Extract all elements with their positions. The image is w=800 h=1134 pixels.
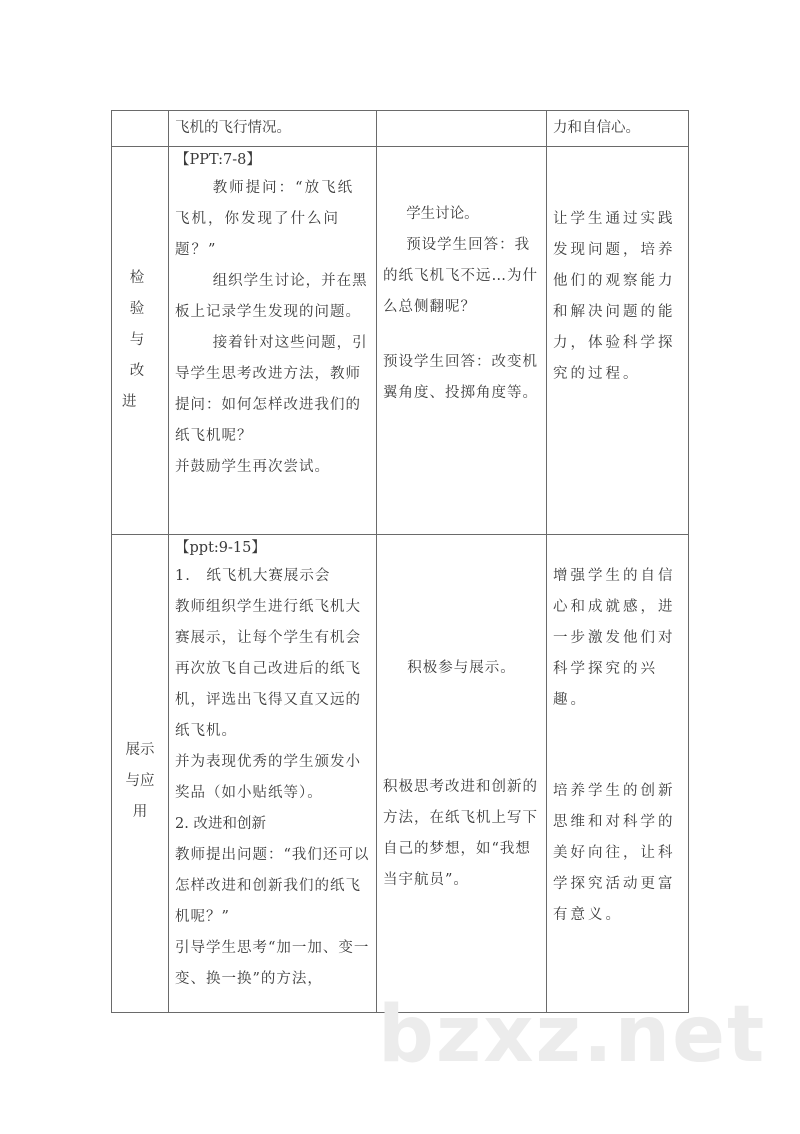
- student-paragraph: 预设学生回答：我的纸飞机飞不远…为什么总侧翻呢？: [383, 237, 538, 315]
- teacher-activity-cell: [169, 147, 377, 535]
- spacer: [383, 323, 540, 347]
- stage-cell: [112, 111, 169, 147]
- watermark: bzxz.net: [378, 990, 767, 1080]
- stage-label: 展示: [125, 742, 155, 758]
- teacher-text: 飞机的飞行情况。: [175, 120, 291, 136]
- teacher-paragraph: 教师提问：“放飞纸飞机，你发现了什么问题？”: [175, 180, 355, 258]
- student-paragraph: 预设学生回答：改变机翼角度、投掷角度等。: [383, 354, 538, 401]
- purpose-text: 力和自信心。: [553, 120, 640, 136]
- purpose-paragraph: 让学生通过实践发现问题，培养他们的观察能力和解决问题的能力，体验科学探究的过程。: [553, 211, 676, 382]
- stage-cell: [112, 535, 169, 1013]
- ppt-tag: 【ppt:9-15】: [175, 540, 266, 556]
- teacher-paragraph: 引导学生思考“加一加、变一变、换一换”的方法，: [175, 940, 370, 987]
- teacher-activity-cell: [169, 111, 377, 147]
- stage-label: 与 改: [129, 332, 151, 379]
- student-paragraph: 积极思考改进和创新的方法，在纸飞机上写下自己的梦想，如“我想当宇航员”。: [383, 779, 538, 888]
- purpose-cell: [547, 535, 689, 1013]
- stage-label: 进: [122, 394, 143, 410]
- table-row: [112, 147, 689, 535]
- purpose-cell: [547, 111, 689, 147]
- ppt-tag: 【PPT:7-8】: [175, 152, 261, 168]
- teacher-paragraph: 教师提出问题：“我们还可以怎样改进和创新我们的纸飞机呢？”: [175, 847, 370, 925]
- spacer: [383, 684, 540, 772]
- purpose-cell: [547, 147, 689, 535]
- stage-cell: [112, 147, 169, 535]
- stage-label: 检 验: [129, 270, 151, 317]
- teacher-paragraph: 并为表现优秀的学生颁发小奖品（如小贴纸等）。: [175, 754, 361, 801]
- purpose-paragraph: 增强学生的自信心和成就感，进一步激发他们对科学探究的兴趣。: [553, 568, 676, 708]
- teacher-paragraph: 并鼓励学生再次尝试。: [175, 459, 330, 475]
- spacer: [553, 716, 682, 776]
- student-activity-cell: [377, 111, 547, 147]
- purpose-paragraph: 培养学生的创新思维和对科学的美好向往，让科学探究活动更富有意义。: [553, 783, 676, 923]
- stage-label: 用: [132, 804, 148, 820]
- student-activity-cell: [377, 147, 547, 535]
- stage-label: 与应: [125, 773, 155, 789]
- student-paragraph: 积极参与展示。: [407, 660, 516, 676]
- teacher-paragraph: 2. 改进和创新: [175, 816, 266, 832]
- teacher-paragraph: 组织学生讨论，并在黑板上记录学生发现的问题。: [175, 273, 368, 320]
- teacher-paragraph: 1. 纸飞机大赛展示会: [175, 568, 331, 584]
- teacher-activity-cell: [169, 535, 377, 1013]
- table-row: [112, 535, 689, 1013]
- teacher-paragraph: 教师组织学生进行纸飞机大赛展示，让每个学生有机会再次放飞自己改进后的纸飞机，评选出飞得又直又远的纸飞机。: [175, 599, 361, 739]
- table-row: [112, 111, 689, 147]
- lesson-plan-table: [111, 110, 689, 1013]
- student-activity-cell: [377, 535, 547, 1013]
- teacher-paragraph: 接着针对这些问题，引导学生思考改进方法，教师提问：如何怎样改进我们的纸飞机呢？: [175, 335, 368, 444]
- student-paragraph: 学生讨论。: [406, 206, 479, 222]
